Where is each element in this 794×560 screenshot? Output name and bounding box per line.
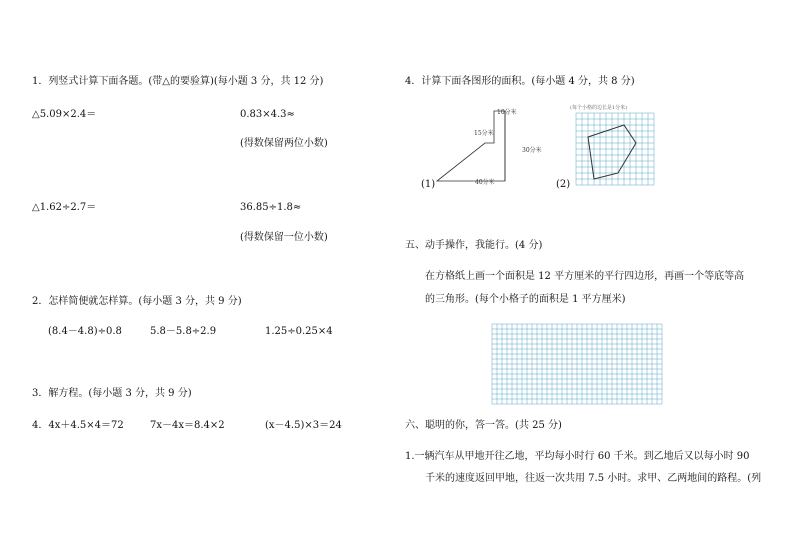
drawing-grid	[492, 324, 662, 404]
q3-title: 3．解方程。(每小题 3 分，共 9 分)	[32, 388, 192, 399]
fig1-bottom-label: 40分米	[475, 179, 495, 186]
q2-item-a: (8.4－4.8)÷0.8	[48, 326, 122, 337]
fig1-number: (1)	[421, 179, 436, 190]
q4-title: 4．计算下面各图形的面积。(每小题 4 分，共 8 分)	[405, 76, 635, 87]
q2-title: 2．怎样简便就怎样算。(每小题 3 分，共 9 分)	[32, 296, 242, 307]
q2-item-c: 1.25÷0.25×4	[265, 326, 333, 337]
q1-title: 1．列竖式计算下面各题。(带△的要验算)(每小题 3 分，共 12 分)	[32, 76, 324, 87]
fig1-right-label: 30分米	[522, 147, 542, 154]
s5-paragraph-2: 的三角形。(每个小格子的面积是 1 平方厘米)	[425, 294, 626, 305]
q1-item-c: △1.62÷2.7＝	[32, 202, 97, 213]
s6-paragraph-2: 千米的速度返回甲地，往返一次共用 7.5 小时。求甲、乙两地间的路程。(列	[425, 473, 762, 484]
s6-paragraph-1: 1.一辆汽车从甲地开往乙地，平均每小时行 60 千米。到乙地后又以每小时 90	[405, 451, 750, 462]
q1-item-d-note: (得数保留一位小数)	[240, 232, 328, 243]
fig2-caption: (每个小格的边长是1分米)	[570, 105, 628, 111]
fig1-mid-label: 15分米	[474, 130, 494, 137]
figure-1-trapezoid	[420, 100, 550, 190]
s6-title: 六、聪明的你，答一答。(共 25 分)	[405, 420, 562, 431]
q2-item-b: 5.8－5.8÷2.9	[150, 326, 217, 337]
q1-item-b-note: (得数保留两位小数)	[240, 138, 328, 149]
q3-item-c: (x－4.5)×3＝24	[265, 420, 342, 431]
fig1-top-label: 10分米	[497, 109, 517, 116]
q3-item-a: 4．4x＋4.5×4＝72	[32, 420, 124, 431]
q1-item-d: 36.85÷1.8≈	[240, 202, 302, 213]
q1-item-a: △5.09×2.4＝	[32, 109, 97, 120]
figure-2-grid	[576, 113, 656, 185]
q3-item-b: 7x－4x＝8.4×2	[150, 420, 225, 431]
s5-paragraph-1: 在方格纸上画一个面积是 12 平方厘米的平行四边形，再画一个等底等高	[425, 271, 745, 282]
fig2-number: (2)	[556, 179, 571, 190]
q1-item-b: 0.83×4.3≈	[240, 109, 295, 120]
s5-title: 五、动手操作，我能行。(4 分)	[405, 240, 543, 251]
